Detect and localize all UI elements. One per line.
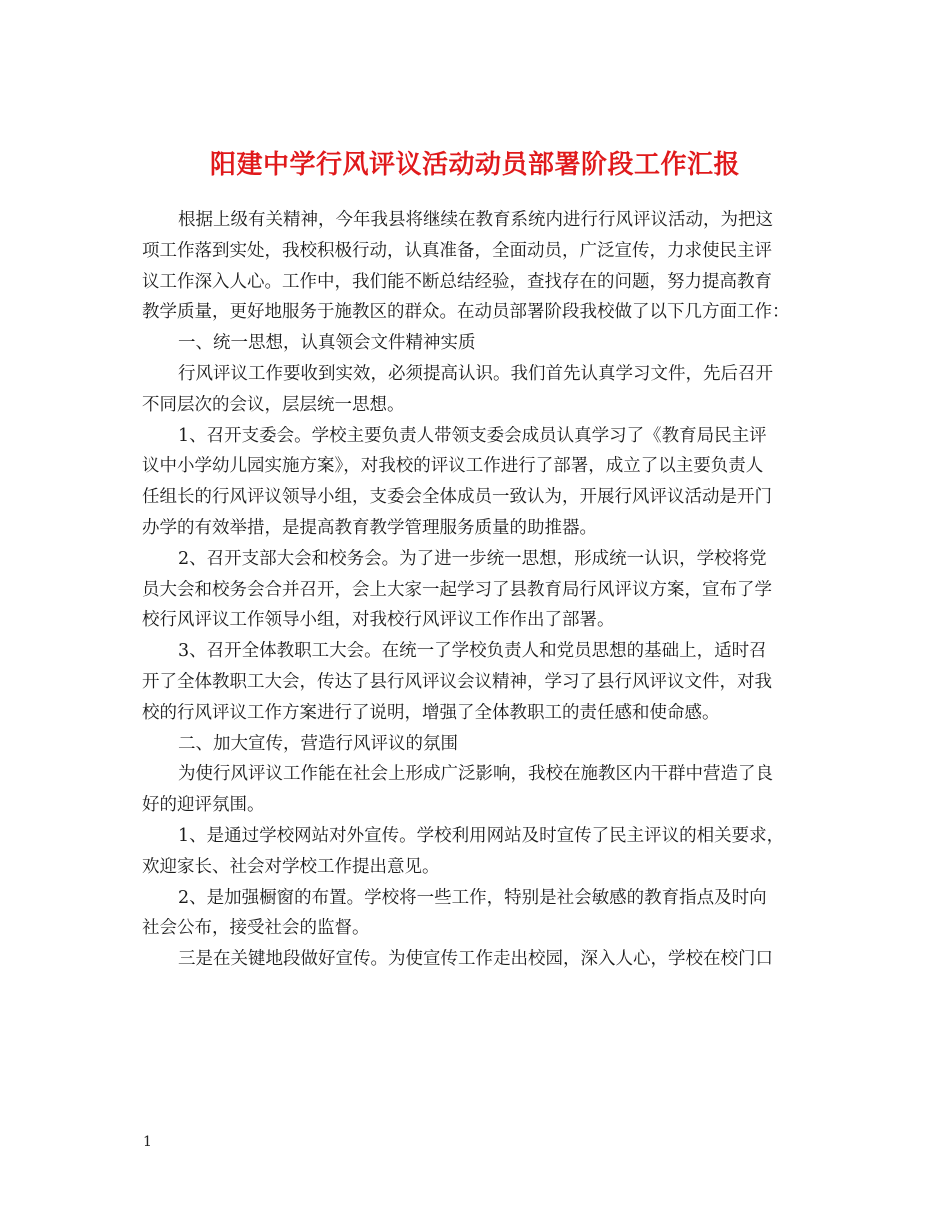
- text-line: 开了全体教职工大会，传达了县行风评议会议精神，学习了县行风评议文件，对我: [142, 671, 772, 692]
- text-line: 行风评议工作要收到实效，必须提高认识。我们首先认真学习文件，先后召开: [178, 363, 773, 384]
- text-line: 员大会和校务会合并召开，会上大家一起学习了县教育局行风评议方案，宣布了学: [142, 579, 772, 600]
- text-line: 教学质量，更好地服务于施教区的群众。在动员部署阶段我校做了以下几方面工作：: [142, 302, 790, 323]
- text-line: 议工作深入人心。工作中，我们能不断总结经验，查找存在的问题，努力提高教育: [142, 271, 772, 292]
- text-line: 校行风评议工作领导小组，对我校行风评议工作作出了部署。: [142, 610, 615, 631]
- document-title: 阳建中学行风评议活动动员部署阶段工作汇报: [209, 150, 740, 181]
- text-line: 欢迎家长、社会对学校工作提出意见。: [142, 856, 440, 877]
- text-line: 根据上级有关精神，今年我县将继续在教育系统内进行行风评议活动，为把这: [178, 210, 773, 230]
- text-line: 2、是加强橱窗的布置。学校将一些工作，特别是社会敏感的教育指点及时向: [178, 887, 767, 908]
- text-line: 3、召开全体教职工大会。在统一了学校负责人和党员思想的基础上，适时召: [178, 641, 767, 662]
- page-number: 1: [143, 1134, 152, 1150]
- text-line: 校的行风评议工作方案进行了说明，增强了全体教职工的责任感和使命感。: [142, 702, 720, 723]
- text-line: 1、召开支委会。学校主要负责人带领支委会成员认真学习了《教育局民主评: [178, 425, 767, 446]
- text-line: 办学的有效举措，是提高教育教学管理服务质量的助推器。: [142, 517, 597, 538]
- text-line: 为使行风评议工作能在社会上形成广泛影响，我校在施教区内干群中营造了良: [178, 764, 773, 785]
- text-line: 不同层次的会议，层层统一思想。: [142, 394, 405, 415]
- text-line: 项工作落到实处，我校积极行动，认真准备，全面动员，广泛宣传，力求使民主评: [142, 240, 772, 261]
- text-line: 议中小学幼儿园实施方案》，对我校的评议工作进行了部署，成立了以主要负责人: [142, 456, 764, 477]
- section-heading: 一、统一思想，认真领会文件精神实质: [178, 333, 476, 354]
- text-line: 1、是通过学校网站对外宣传。学校利用网站及时宣传了民主评议的相关要求，: [178, 825, 785, 846]
- section-heading: 二、加大宣传，营造行风评议的氛围: [178, 733, 458, 754]
- text-line: 三是在关键地段做好宣传。为使宣传工作走出校园，深入人心，学校在校门口: [178, 949, 773, 970]
- text-line: 社会公布，接受社会的监督。: [142, 918, 370, 939]
- text-line: 任组长的行风评议领导小组，支委会全体成员一致认为，开展行风评议活动是开门: [142, 487, 772, 508]
- text-line: 2、召开支部大会和校务会。为了进一步统一思想，形成统一认识，学校将党: [178, 548, 767, 569]
- text-line: 好的迎评氛围。: [142, 795, 265, 816]
- document-body: [142, 205, 822, 975]
